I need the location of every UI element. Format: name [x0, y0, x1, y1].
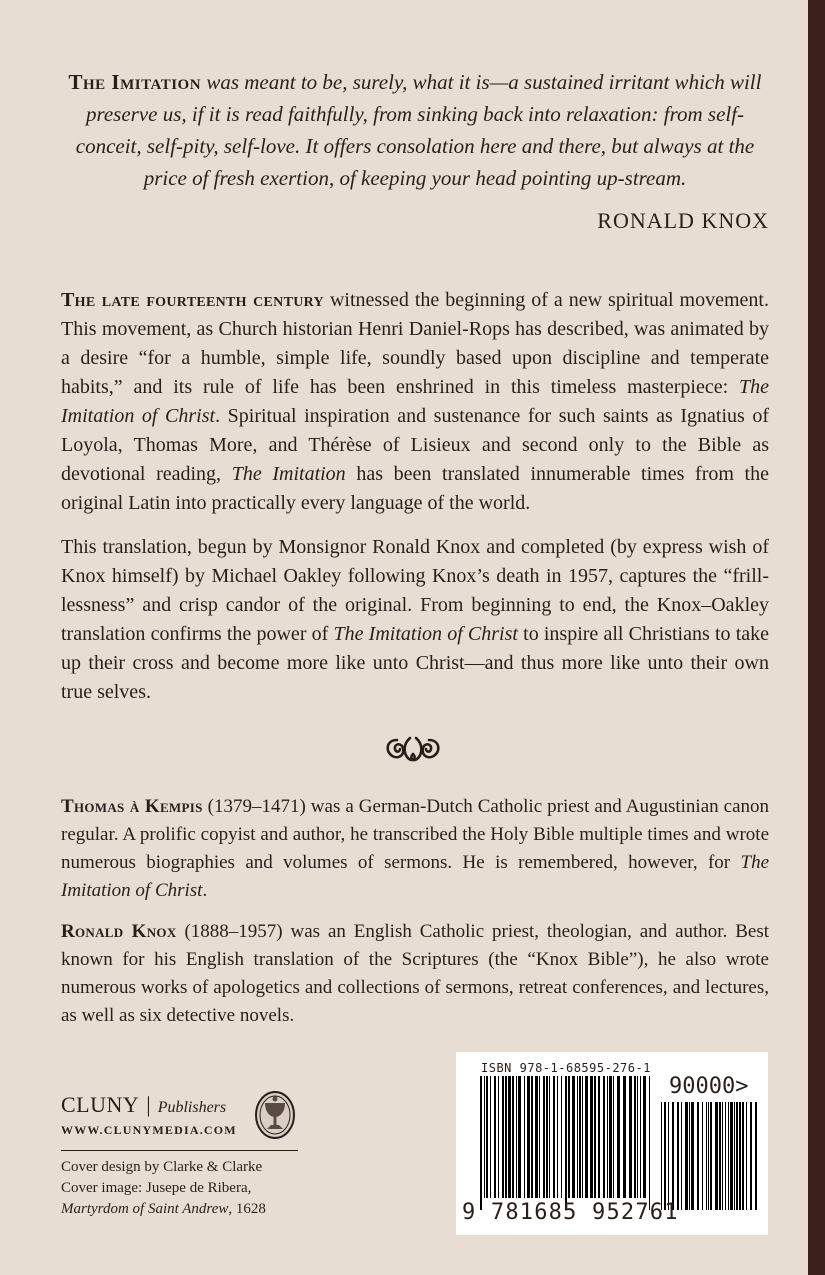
bio-text: .: [202, 880, 208, 901]
description-paragraph-1: [61, 286, 769, 518]
bio-text: (1888–1957) was an English Catholic priest, theologian, and author. Best known for his English translation of the Scriptures (the “Knox Bible”), he also wrote numerous works of apologetics and collections of sermons, retreat conferences, and lectures, as well as six detective novels.: [61, 921, 770, 1026]
bio-kempis: [61, 793, 769, 905]
isbn-label: ISBN 978-1-68595-276-1: [481, 1061, 651, 1075]
isbn-digits: 9 781685 952761: [462, 1200, 679, 1225]
spine-edge: [808, 0, 825, 1275]
barcode-panel: [456, 1052, 768, 1235]
description-text: This translation, begun by Monsignor Ronald Knox and completed (by express wish of Knox himself) by Michael Oakley following Knox’s death in 1957, captures the “frill-lessness” and crisp candor of the original. From beginning to end, the Knox–Oakley translation confirms the power of: [61, 536, 769, 645]
artwork-credit: [61, 1199, 266, 1220]
fleuron-ornament-icon: [383, 732, 443, 766]
book-title: The Imitation: [231, 463, 346, 485]
quote-attribution: RONALD KNOX: [597, 208, 769, 233]
publisher-label: Publishers: [157, 1099, 227, 1116]
publisher-website: WWW.CLUNYMEDIA.COM: [61, 1123, 237, 1137]
bio-name: Thomas à Kempis: [61, 796, 203, 817]
bio-name: Ronald Knox: [61, 921, 177, 942]
description-text: witnessed the beginning of a new spiritual movement. This movement, as Church historian Henri Daniel-Rops has described, was animated by a desire “for a humble, simple life, soundly based upon discipline and temperate habits,” and its rule of life has been enshrined in this timeless masterpiece:: [61, 289, 769, 398]
quote-title: The Imitation: [68, 70, 202, 94]
cover-image-credit: Cover image: Jusepe de Ribera,: [61, 1180, 252, 1196]
price-code: 90000>: [669, 1074, 749, 1099]
artwork-title: Martyrdom of Saint Andrew: [61, 1201, 229, 1217]
book-title: The Imitation of Christ: [61, 376, 769, 427]
book-title: The Imitation of Christ: [333, 623, 518, 645]
book-title: The Imitation of Christ: [61, 852, 769, 901]
bio-knox: [61, 918, 769, 1030]
artwork-year: , 1628: [228, 1201, 266, 1217]
cover-design-credit: Cover design by Clarke & Clarke: [61, 1159, 263, 1175]
publisher-name: CLUNY: [61, 1092, 140, 1117]
publisher-divider: |: [146, 1092, 151, 1117]
cover-credits: [61, 1157, 266, 1220]
description-text: to inspire all Christians to take up their cross and become more like unto Christ—and thus more like unto their own true selves.: [61, 623, 769, 703]
description-text: has been translated innumerable times from the original Latin into practically every language of the world.: [61, 463, 769, 514]
pull-quote: [60, 66, 770, 194]
publisher-rule: [61, 1150, 298, 1151]
publisher-logo: [61, 1092, 226, 1118]
description-lead: The late fourteenth century: [61, 289, 324, 311]
bio-text: (1379–1471) was a German-Dutch Catholic priest and Augustinian canon regular. A prolific copyist and author, he transcribed the Holy Bible multiple times and wrote numerous biographies and volumes of sermons. He is remembered, however, for: [61, 796, 770, 873]
description-paragraph-2: [61, 533, 769, 707]
quote-text: was meant to be, surely, what it is—a sustained irritant which will preserve us, if it is read faithfully, from sinking back into relaxation: from self-conceit, self-pity, self-love. It offers consolation here and there, but always at the price of fresh exertion, of keeping your head pointing up-stream.: [75, 70, 762, 190]
chalice-seal-icon: [254, 1090, 296, 1140]
description-text: . Spiritual inspiration and sustenance for such saints as Ignatius of Loyola, Thomas More, and Thérèse of Lisieux and second only to the Bible as devotional reading,: [61, 405, 770, 485]
